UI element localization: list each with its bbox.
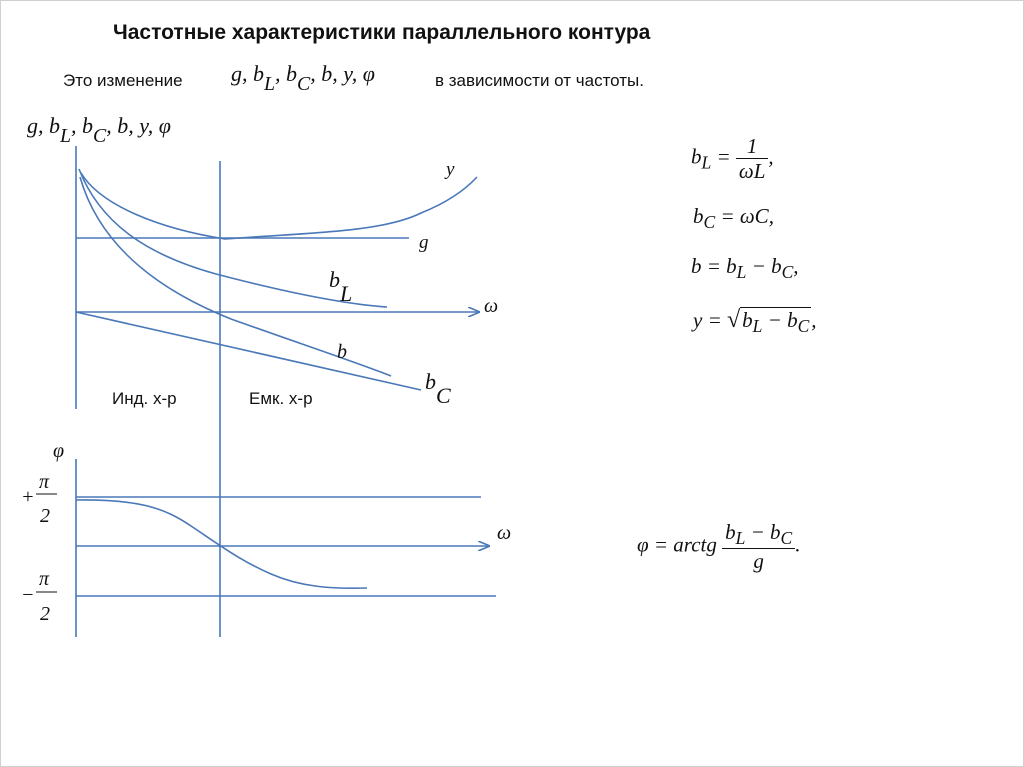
tick-minus-two: 2 bbox=[40, 603, 50, 625]
y-curve bbox=[81, 173, 477, 239]
label-omega-top: ω bbox=[484, 295, 499, 317]
top-graph-y-axis-label: g, $b_L$, $b_C$, b, y, φ bbox=[27, 113, 171, 147]
tick-plus-two: 2 bbox=[40, 505, 50, 527]
tick-plus-pi: π bbox=[39, 471, 50, 493]
label-omega-bottom: ω bbox=[497, 522, 512, 544]
intro-text-after: в зависимости от частоты. bbox=[435, 71, 644, 90]
label-g: g bbox=[419, 232, 429, 253]
intro-quantity-list: g, $b_L$, $b_C$, b, y, φ bbox=[231, 61, 375, 95]
inductive-region-label: Инд. х-р bbox=[112, 389, 177, 408]
formula-bL: $b_L$ = $\frac{1}{\omega L}$ , bbox=[691, 134, 774, 184]
label-bL: bL bbox=[329, 267, 353, 306]
b-curve bbox=[76, 312, 421, 390]
formula-y: $y = √b_L - b_C$, bbox=[693, 307, 817, 337]
label-bC: bC bbox=[425, 369, 451, 408]
tick-plus-sign: + bbox=[21, 486, 35, 508]
formula-bC: $b_C = \omega C$, bbox=[693, 204, 774, 233]
label-b: b bbox=[337, 341, 347, 363]
tick-minus-pi: π bbox=[39, 568, 50, 590]
formula-b: $b = b_L - b_C$, bbox=[691, 254, 799, 283]
label-phi: φ bbox=[53, 440, 65, 462]
intro-text-before: Это изменение bbox=[63, 71, 183, 90]
slide-title: Частотные характеристики параллельного контура bbox=[113, 21, 651, 44]
phi-curve bbox=[76, 500, 367, 588]
label-y: y bbox=[446, 159, 455, 180]
capacitive-region-label: Емк. х-р bbox=[249, 389, 313, 408]
tick-minus-sign: − bbox=[21, 584, 35, 606]
formula-phi: φ = arctg $\frac{b_L - b_C}{g}$ . bbox=[637, 520, 801, 574]
frequency-response-graphs bbox=[1, 1, 1023, 766]
